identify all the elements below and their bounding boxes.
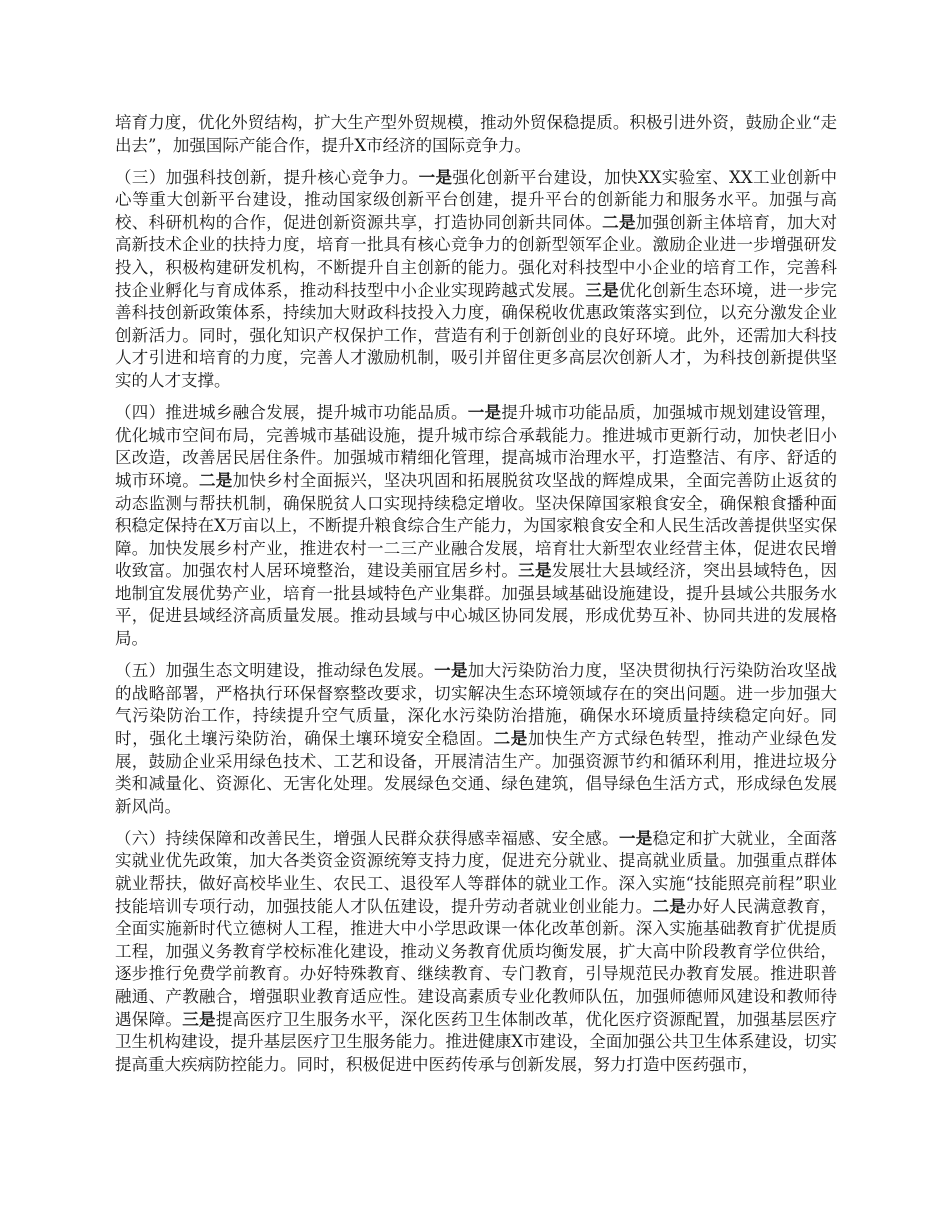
bold-marker-second: 二是 xyxy=(199,470,233,490)
bold-marker-first: 一是 xyxy=(467,403,502,423)
paragraph-text: 发展壮大县域经济，突出县域特色，因地制宜发展优势产业，培育一批县域特色产业集群。加强县域基础设施建设，提升县域公共服务水平，促进县域经济高质量发展。推动县域与中心城区协同发展，形成优势互补、协同共进的发展格局。 xyxy=(115,561,838,649)
section-heading-4: （四）推进城乡融合发展，提升城市功能品质。 xyxy=(115,403,468,423)
bold-marker-second: 二是 xyxy=(602,212,636,232)
paragraph-ecology xyxy=(115,660,837,818)
paragraph-text: 稳定和扩大就业，全面落实就业优先政策，加大各类资金资源统筹支持力度，促进充分就业、提高就业质量。加强重点群体就业帮扶，做好高校毕业生、农民工、退役军人等群体的就业工作。深入实施“技能照亮前程”职业技能培训专项行动，加强技能人才队伍建设，提升劳动者就业创业能力。 xyxy=(115,828,838,916)
bold-marker-third: 三是 xyxy=(518,561,552,581)
bold-marker-first: 一是 xyxy=(434,661,468,681)
paragraph-text: 提升城市功能品质，加强城市规划建设管理，优化城市空间布局，完善城市基础设施，提升城市综合承载能力。推进城市更新行动，加快老旧小区改造，改善居民居住条件。加强城市精细化管理，提高城市治理水平，打造整洁、有序、舒适的城市环境。 xyxy=(115,403,838,490)
bold-marker-third: 三是 xyxy=(182,1009,216,1029)
paragraph-text: 培育力度，优化外贸结构，扩大生产型外贸规模，推动外贸保稳提质。积极引进外资，鼓励企业“走出去”，加强国际产能合作，提升X市经济的国际竞争力。 xyxy=(115,113,837,155)
bold-marker-second: 二是 xyxy=(652,896,687,916)
bold-marker-first: 一是 xyxy=(618,828,653,848)
paragraph-text: 优化创新生态环境，进一步完善科技创新政策体系，持续加大财政科技投入力度，确保税收优惠政策落实到位，以充分激发企业创新活力。同时，强化知识产权保护工作，营造有利于创新创业的良好环境。此外，还需加大科技人才引进和培育的力度，完善人才激励机制，吸引并留住更多高层次创新人才，为科技创新提供坚实的人才支撑。 xyxy=(115,280,838,391)
paragraph-text: 加大污染防治力度，坚决贯彻执行污染防治攻坚战的战略部署，严格执行环保督察整改要求，切实解决生态环境领域存在的突出问题。进一步加强大气污染防治工作，持续提升空气质量，深化水污染防治措施，确保水环境质量持续稳定向好。同时，强化土壤污染防治，确保土壤环境安全稳固。 xyxy=(115,661,838,748)
paragraph-livelihood xyxy=(115,828,837,1077)
section-heading-3: （三）加强科技创新，提升核心竞争力。 xyxy=(115,167,419,187)
paragraph-text: 强化创新平台建设，加快XX实验室、XX工业创新中心等重大创新平台建设，推动国家级创新平台创建，提升平台的创新能力和服务水平。加强与高校、科研机构的合作，促进创新资源共享，打造协同创新共同体。 xyxy=(115,167,837,232)
paragraph-urban-rural xyxy=(115,402,837,651)
section-heading-5: （五）加强生态文明建设，推动绿色发展。 xyxy=(115,661,435,681)
bold-marker-first: 一是 xyxy=(418,167,453,187)
paragraph-foreign-trade xyxy=(115,112,837,157)
paragraph-text: 加快生产方式绿色转型，推动产业绿色发展，鼓励企业采用绿色技术、工艺和设备，开展清洁生产。加强资源节约和循环利用，推进垃圾分类和减量化、资源化、无害化处理。发展绿色交通、绿色建筑，倡导绿色生活方式，形成绿色发展新风尚。 xyxy=(115,728,838,816)
bold-marker-third: 三是 xyxy=(585,280,619,300)
paragraph-text: 提高医疗卫生服务水平，深化医药卫生体制改革，优化医疗资源配置，加强基层医疗卫生机构建设，提升基层医疗卫生服务能力。推进健康X市建设，全面加强公共卫生体系建设，切实提高重大疾病防控能力。同时，积极促进中医药传承与创新发展，努力打造中医药强市， xyxy=(115,1009,838,1074)
paragraph-text: 办好人民满意教育，全面实施新时代立德树人工程，推进大中小学思政课一体化改革创新。深入实施基础教育扩优提质工程，加强义务教育学校标准化建设，推动义务教育优质均衡发展，扩大高中阶段教育学位供给，逐步推行免费学前教育。办好特殊教育、继续教育、专门教育，引导规范民办教育发展。推进职普融通、产教融合，增强职业教育适应性。建设高素质专业化教师队伍，加强师德师风建设和教师待遇保障。 xyxy=(115,896,838,1029)
document-body xyxy=(115,112,837,1086)
paragraph-text: 加快乡村全面振兴，坚决巩固和拓展脱贫攻坚战的辉煌成果，全面完善防止返贫的动态监测与帮扶机制，确保脱贫人口实现持续稳定增收。坚决保障国家粮食安全，确保粮食播种面积稳定保持在X万亩以上，不断提升粮食综合生产能力，为国家粮食安全和人民生活改善提供坚实保障。加快发展乡村产业，推进农村一二三产业融合发展，培育壮大新型农业经营主体，促进农民增收致富。加强农村人居环境整治，建设美丽宜居乡村。 xyxy=(115,470,838,581)
bold-marker-second: 二是 xyxy=(493,728,528,748)
paragraph-tech-innovation xyxy=(115,167,837,393)
section-heading-6: （六）持续保障和改善民生，增强人民群众获得感幸福感、安全感。 xyxy=(115,828,619,848)
paragraph-text: 加强创新主体培育，加大对高新技术企业的扶持力度，培育一批具有核心竞争力的创新型领军企业。激励企业进一步增强研发投入，积极构建研发机构，不断提升自主创新的能力。强化对科技型中小企业的培育工作，完善科技企业孵化与育成体系，推动科技型中小企业实现跨越式发展。 xyxy=(115,212,838,300)
